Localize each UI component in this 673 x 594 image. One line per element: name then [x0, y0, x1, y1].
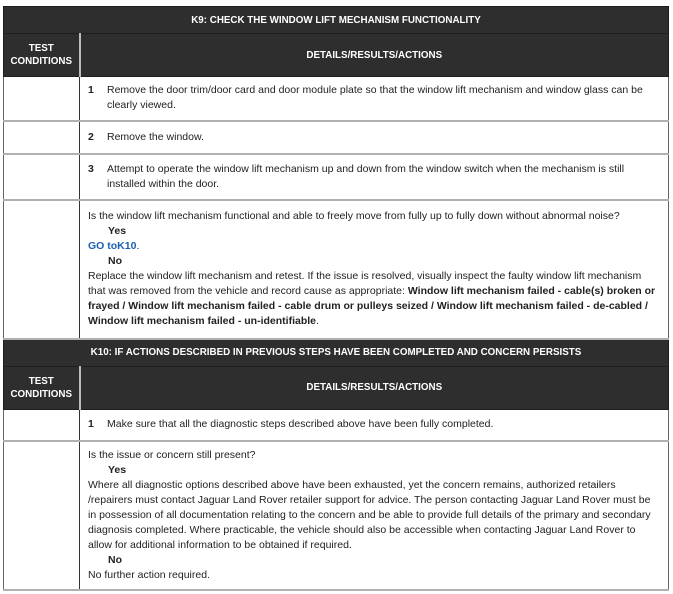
step-text: Remove the window. [107, 130, 204, 143]
k10-title: K10: IF ACTIONS DESCRIBED IN PREVIOUS STEPS HAVE BEEN COMPLETED AND CONCERN PERSISTS [4, 339, 669, 367]
no-action [88, 269, 658, 329]
question: Is the window lift mechanism functional and able to freely move from fully up to fully down without abnormal noise? [88, 210, 620, 222]
k9-step3-conditions [4, 154, 80, 200]
no-label: No [108, 554, 122, 566]
k9-result [80, 200, 669, 339]
k10-test-conditions-header: TEST CONDITIONS [4, 366, 80, 409]
k10-details-header: DETAILS/RESULTS/ACTIONS [80, 366, 669, 409]
link-suffix: . [136, 240, 140, 252]
k9-step2 [80, 121, 669, 154]
no-label: No [108, 255, 122, 267]
no-action-suffix: . [316, 315, 319, 327]
k10-step1 [80, 409, 669, 441]
step-number: 2 [88, 130, 94, 143]
step-number: 3 [88, 162, 94, 175]
diagnostic-table [3, 6, 669, 591]
k9-title: K9: CHECK THE WINDOW LIFT MECHANISM FUNCTIONALITY [4, 7, 669, 34]
k10-result [80, 441, 669, 590]
k9-result-conditions [4, 200, 80, 339]
k10-result-conditions [4, 441, 80, 590]
k9-step3 [80, 154, 669, 200]
goto-k10-link[interactable]: GO toK10 [88, 240, 137, 252]
yes-label: Yes [108, 464, 127, 476]
yes-action: Where all diagnostic options described above have been exhausted, yet the concern remains, authorized retailers /repairers must contact Jaguar Land Rover retailer support for advice. The person contacting Jaguar Land Rover must be in possession of all documentation relating to the concern and be able to provide full details of the primary and secondary diagnosis completed. Where practicable, the vehicle should also be accessible when contacting Jaguar Land Rover to allow for additional information to be obtained if required. [88, 479, 651, 551]
no-action: No further action required. [88, 569, 210, 581]
k9-step1 [80, 77, 669, 121]
step-number: 1 [88, 84, 94, 97]
step-text: Make sure that all the diagnostic steps described above have been fully completed. [107, 418, 494, 431]
no-action-text: Replace the window lift mechanism and retest. If the issue is resolved, visually inspect the faulty window lift mechanism that was removed from the vehicle and record cause as appropriate: [88, 270, 642, 297]
failure-causes: Window lift mechanism failed - cable(s) broken or frayed / Window lift mechanism failed - cable drum or pulleys seized / Window lift mechanism failed - de-cabled / Window lift mechanism failed - un-identifiable [88, 285, 656, 327]
k9-step1-conditions [4, 77, 80, 121]
k9-step2-conditions [4, 121, 80, 154]
step-text: Attempt to operate the window lift mechanism up and down from the window switch when the mechanism is still installed within the door. [107, 162, 625, 190]
step-number: 1 [88, 418, 94, 431]
k9-details-header: DETAILS/RESULTS/ACTIONS [80, 34, 669, 77]
k9-test-conditions-header: TEST CONDITIONS [4, 34, 80, 77]
k10-step1-conditions [4, 409, 80, 441]
step-text: Remove the door trim/door card and door module plate so that the window lift mechanism and window glass can be clearly viewed. [107, 84, 643, 112]
question: Is the issue or concern still present? [88, 449, 256, 461]
yes-label: Yes [108, 225, 127, 237]
